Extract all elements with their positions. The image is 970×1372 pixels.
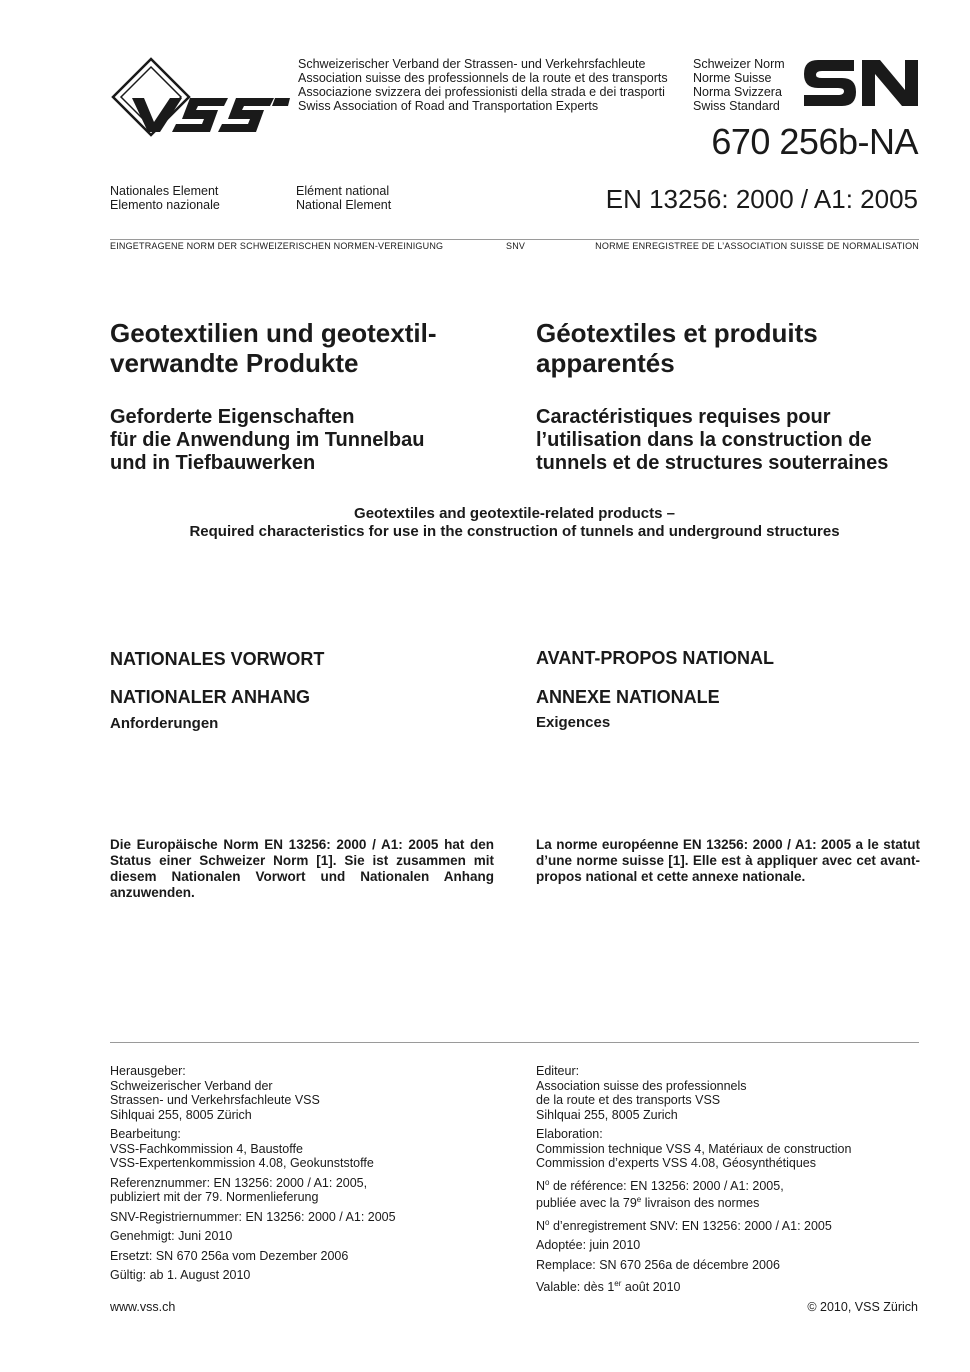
footer-line: VSS-Expertenkommission 4.08, Geokunststoffe — [110, 1156, 374, 1170]
section-foreword-fr: AVANT-PROPOS NATIONAL — [536, 648, 774, 668]
subtitle-line: l’utilisation dans la construction de — [536, 429, 872, 451]
subtitle-line: tunnels et de structures souterraines — [536, 452, 889, 474]
association-it: Associazione svizzera dei professionisti della strada e dei trasporti — [298, 85, 665, 99]
footer-line: Association suisse des professionnels — [536, 1078, 747, 1093]
title-en — [110, 505, 919, 541]
standard-name-de: Schweizer Norm — [693, 57, 785, 71]
footer-line: Sihlquai 255, 8005 Zürich — [110, 1107, 252, 1122]
footer-line: publiziert mit der 79. Normenlieferung — [110, 1190, 319, 1204]
registered-de: EINGETRAGENE NORM DER SCHWEIZERISCHEN NORMEN-VEREINIGUNG — [110, 241, 444, 251]
intro-paragraph-de: Die Europäische Norm EN 13256: 2000 / A1: 2005 hat den Status einer Schweizer Norm [1]. Sie ist zusammen mit diesem Nationalen Vorwort und Nationalen Anhang anzuwenden. — [110, 837, 494, 900]
title-en-line: Geotextiles and geotextile-related products – — [354, 505, 675, 522]
superscript: e — [636, 1195, 642, 1205]
section-annex-fr: ANNEXE NATIONALE — [536, 687, 720, 707]
title-fr — [536, 318, 818, 378]
element-label: National Element — [296, 198, 392, 212]
footer-fr — [536, 1064, 851, 1295]
national-element-de — [110, 184, 220, 212]
footer-line: Herausgeber: — [110, 1064, 186, 1078]
text-fragment: publiée avec la 79 — [536, 1196, 637, 1211]
section-foreword-de: NATIONALES VORWORT — [110, 649, 325, 669]
footer-line — [536, 1277, 851, 1295]
text-fragment: août 2010 — [621, 1280, 681, 1295]
footer-line — [536, 1216, 851, 1234]
text-fragment: d’enregistrement SNV: EN 13256: 2000 / A1: 2005 — [549, 1218, 832, 1233]
footer-line: Bearbeitung: — [110, 1127, 181, 1141]
element-label: Nationales Element — [110, 184, 219, 198]
footer-line — [536, 1193, 851, 1211]
element-label: Elemento nazionale — [110, 198, 220, 212]
association-en: Swiss Association of Road and Transportation Experts — [298, 99, 599, 113]
subtitle-line: für die Anwendung im Tunnelbau — [110, 429, 425, 451]
association-fr: Association suisse des professionnels de la route et des transports — [298, 71, 668, 85]
footer-line: de la route et des transports VSS — [536, 1093, 721, 1107]
association-de: Schweizerischer Verband der Strassen- und Verkehrsfachleute — [298, 57, 646, 71]
national-element-fr — [296, 184, 391, 212]
vss-logo — [110, 56, 290, 140]
footer-line: Elaboration: — [536, 1127, 603, 1141]
title-de — [110, 318, 436, 378]
footer-line: VSS-Fachkommission 4, Baustoffe — [110, 1141, 303, 1156]
standard-names — [693, 57, 785, 113]
subtitle-line: Caractéristiques requises pour — [536, 406, 831, 428]
title-line: apparentés — [536, 348, 675, 378]
standard-name-it: Norma Svizzera — [693, 85, 782, 99]
footer-line — [536, 1176, 851, 1194]
footer-line: Commission d’experts VSS 4.08, Géosynthétiques — [536, 1156, 816, 1170]
superscript: o — [545, 1217, 550, 1227]
footer-line: SNV-Registriernummer: EN 13256: 2000 / A1: 2005 — [110, 1209, 396, 1224]
element-label: Elément national — [296, 184, 390, 198]
text-fragment: N — [536, 1178, 546, 1193]
footer-line: Adoptée: juin 2010 — [536, 1238, 641, 1253]
footer-de — [110, 1064, 396, 1283]
text-fragment: livraison des normes — [641, 1196, 760, 1211]
website-link[interactable]: www.vss.ch — [110, 1300, 176, 1314]
copyright: © 2010, VSS Zürich — [807, 1300, 918, 1314]
standard-name-fr: Norme Suisse — [693, 71, 772, 85]
footer-line: Referenznummer: EN 13256: 2000 / A1: 2005, — [110, 1175, 368, 1190]
title-line: Géotextiles et produits — [536, 318, 818, 348]
intro-paragraph-fr: La norme européenne EN 13256: 2000 / A1: 2005 a le statut d’une norme suisse [1]. Elle est à appliquer avec cet avant-propos national et cette annexe nationale. — [536, 837, 920, 884]
header-divider — [110, 239, 919, 240]
footer-line: Remplace: SN 670 256a de décembre 2006 — [536, 1257, 780, 1272]
subtitle-line: Geforderte Eigenschaften — [110, 406, 355, 428]
association-names — [298, 57, 668, 113]
registered-fr: NORME ENREGISTREE DE L’ASSOCIATION SUISSE DE NORMALISATION — [595, 241, 919, 251]
footer-line: Commission technique VSS 4, Matériaux de construction — [536, 1141, 852, 1156]
text-fragment: N — [536, 1218, 546, 1233]
title-en-line: Required characteristics for use in the construction of tunnels and underground structures — [189, 523, 840, 540]
section-annex-de: NATIONALER ANHANG — [110, 687, 310, 707]
subtitle-line: und in Tiefbauwerken — [110, 452, 316, 474]
subtitle-fr — [536, 406, 888, 475]
footer-line: Genehmigt: Juni 2010 — [110, 1229, 233, 1243]
annex-sub-de: Anforderungen — [110, 715, 219, 732]
superscript: o — [545, 1177, 550, 1187]
en-reference: EN 13256: 2000 / A1: 2005 — [605, 184, 918, 214]
footer-line: Ersetzt: SN 670 256a vom Dezember 2006 — [110, 1248, 349, 1263]
registered-snv: SNV — [506, 241, 526, 251]
footer-line: Strassen- und Verkehrsfachleute VSS — [110, 1093, 320, 1107]
sn-logo — [804, 58, 918, 108]
footer-line: Schweizerischer Verband der — [110, 1078, 273, 1093]
standard-name-en: Swiss Standard — [693, 99, 780, 113]
title-line: verwandte Produkte — [110, 348, 359, 378]
footer-line: Gültig: ab 1. August 2010 — [110, 1268, 251, 1282]
document-number: 670 256b-NA — [711, 121, 918, 162]
footer-line: Sihlquai 255, 8005 Zurich — [536, 1107, 678, 1122]
footer-divider — [110, 1042, 919, 1043]
text-fragment: Valable: dès 1 — [536, 1280, 615, 1295]
superscript: er — [614, 1279, 622, 1289]
footer-line: Editeur: — [536, 1064, 580, 1078]
annex-sub-fr: Exigences — [536, 714, 611, 731]
title-line: Geotextilien und geotextil- — [110, 318, 437, 348]
subtitle-de — [110, 406, 424, 475]
text-fragment: de référence: EN 13256: 2000 / A1: 2005, — [549, 1178, 784, 1193]
